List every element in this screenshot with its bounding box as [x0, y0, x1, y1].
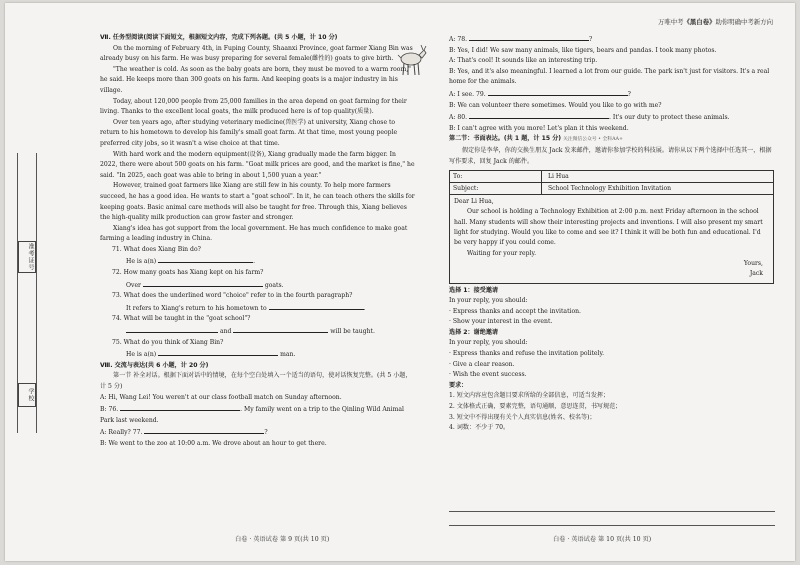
section7-title: Ⅶ. 任务型阅读(阅读下面短文，根据短文内容，完成下列各题。(共 5 小题，计 10 分)	[100, 34, 338, 41]
binding-name-label: 准考证号	[18, 241, 36, 273]
email-sign-yours: Yours,	[743, 259, 763, 267]
answer-line-72: Over goats.	[100, 279, 415, 292]
choice2-intro: In your reply, you should:	[449, 339, 528, 347]
dialogue-line: B: Yes, and it's also meaningful. I learned a lot from our guide. The park isn't just for visitors. It's a real home for the animals.	[449, 67, 770, 86]
question-72: 72. How many goats has Xiang kept on his farm?	[112, 269, 264, 277]
part1-instructions: 第一节 补全对话。根据下面对话中的情境，在每个空白处填入一个适当的语句，使对话恢复完整。(共 5 小题，计 5 分)	[100, 372, 412, 390]
choice1-point: · Show your interest in the event.	[449, 318, 553, 326]
exam-sheet	[5, 3, 795, 561]
page-footer-right: 白卷 · 英语试卷 第 10 页(共 10 页)	[553, 536, 652, 543]
section8-title: Ⅷ. 交流与表达(共 6 小题，计 20 分)	[100, 361, 209, 369]
binding-school-label: 学校	[18, 383, 36, 407]
email-sign-name: Jack	[749, 270, 763, 278]
email-to-row: To: Li Hua	[450, 171, 773, 183]
answer-line-74: and will be taught.	[100, 325, 415, 338]
answer-blank-72[interactable]	[143, 279, 263, 287]
passage-paragraph: Today, about 120,000 people from 25,000 families in the area depend on goat farming for their living. Thanks to the excellent local goats, the milk produced here is of top quality(质量).	[100, 97, 407, 116]
dialogue-line-77: A: Really? 77. ?	[100, 426, 415, 439]
answer-blank-79[interactable]	[488, 88, 628, 96]
answer-blank-76[interactable]	[120, 403, 240, 411]
passage-paragraph: Xiang's idea has got support from the local government. He has much confidence to make goat farming a leading industry in China.	[100, 224, 408, 243]
part2-title: 第二节：书面表达。(共 1 题，计 15 分) 关注微信公众号 • 全科AA+	[449, 135, 624, 143]
answer-blank-73[interactable]	[269, 302, 364, 310]
dialogue-line: A: That's cool! It sounds like an interesting trip.	[449, 57, 598, 65]
writing-line[interactable]	[449, 511, 775, 512]
choice2-title: 选择 2：谢绝邀请	[449, 328, 499, 336]
answer-line-71: He is a(n) .	[100, 255, 415, 268]
requirements-title: 要求：	[449, 381, 468, 389]
dialogue-line: B: Yes, I did! We saw many animals, like tigers, bears and pandas. I took many photos.	[449, 46, 717, 54]
dialogue-line-78: A: 78. ?	[449, 33, 774, 46]
passage-paragraph: With hard work and the modern equipment(设备), Xiang gradually made the farm bigger. In 2022, there were about 500 goats on his farm. "Goat milk prices are good, and the market is fine," he said. "In 2025, each goat was able to bring in about 1,500 yuan a year."	[100, 150, 415, 179]
email-subject-row: Subject: School Technology Exhibition Invitation	[450, 183, 773, 195]
email-box	[449, 170, 774, 283]
answer-blank-78[interactable]	[469, 33, 589, 41]
answer-blank-74b[interactable]	[233, 325, 328, 333]
email-text: Our school is holding a Technology Exhibition at 2:00 p.m. next Friday afternoon in the school hall. Many students will show their interesting projects and inventions. I will also present my smart light for studying. Would you like to come and see it? I think it will be both fun and educational. I'd be very happy if you could come.	[454, 208, 763, 247]
answer-line-73: It refers to Xiang's return to his hometown to .	[100, 302, 415, 315]
right-column	[449, 33, 774, 434]
dialogue-line: B: I can't agree with you more! Let's plan it this weekend.	[449, 124, 629, 132]
dialogue-line-80: A: 80. . It's our duty to protect these animals.	[449, 111, 774, 124]
choice1-intro: In your reply, you should:	[449, 297, 528, 305]
requirement-item: 2. 文体格式正确，要素完整，语句通顺，意思连贯，书写规范；	[449, 403, 622, 411]
email-closing: Waiting for your reply.	[467, 249, 537, 257]
choice2-point: · Express thanks and refuse the invitation politely.	[449, 350, 605, 358]
answer-blank-74a[interactable]	[126, 325, 218, 333]
answer-line-75: He is a(n) man.	[100, 348, 415, 361]
answer-blank-80[interactable]	[469, 111, 609, 119]
page-footer-left: 白卷 · 英语试卷 第 9 页(共 10 页)	[235, 536, 330, 543]
dialogue-line-79: A: I see. 79. ?	[449, 88, 774, 101]
choice2-point: · Give a clear reason.	[449, 360, 515, 368]
passage-paragraph: Over ten years ago, after studying veterinary medicine(兽医学) at university, Xiang chose to return to his hometown to develop his family's small goat farm. At that time, most young people preferred city jobs, so it wasn't a wise choice at that time.	[100, 118, 398, 147]
dialogue-line-76: B: 76. . My family went on a trip to the Qinling Wild Animal Park last weekend.	[100, 403, 415, 426]
answer-blank-77[interactable]	[144, 426, 264, 434]
choice2-point: · Wish the event success.	[449, 371, 527, 379]
choice1-point: · Express thanks and accept the invitation.	[449, 307, 581, 315]
answer-blank-75[interactable]	[158, 348, 278, 356]
passage-paragraph: "The weather is cold. As soon as the baby goats are born, they must be moved to a warm room," he said. He keeps more than 300 goats on his farm. And keeping goats is a major industry in his village.	[100, 65, 411, 94]
dialogue-line: B: We went to the zoo at 10:00 a.m. We drove about an hour to get there.	[100, 439, 327, 447]
requirement-item: 3. 短文中不得出现有关个人真实信息(姓名、校名等)；	[449, 413, 596, 421]
passage-paragraph: However, trained goat farmers like Xiang are still few in his county. To help more farmers succeed, he has a good idea. He wants to start a "goat school". In it, he can teach others the skills for keeping goats. Basic animal care methods will also be taught for free. Through this, Xiang believes the high-quality milk production can grow faster and stronger.	[100, 182, 415, 222]
question-74: 74. What will be taught in the "goat school"?	[112, 315, 251, 323]
passage-paragraph: On the morning of February 4th, in Fuping County, Shaanxi Province, goat farmer Xiang Bin was already busy on his farm. He was busy preparing for several female(雌性的) goats to give birth.	[100, 44, 413, 63]
dialogue-line: A: Hi, Wang Lei! You weren't at our class football match on Sunday afternoon.	[100, 393, 342, 401]
page-header: 万唯中考《黑白卷》助你明确中考新方向	[657, 18, 773, 26]
email-greeting: Dear Li Hua,	[454, 198, 494, 206]
requirement-item: 4. 词数：不少于 70。	[449, 424, 510, 432]
writing-line[interactable]	[449, 525, 775, 526]
question-71: 71. What does Xiang Bin do?	[112, 245, 201, 253]
left-column	[100, 33, 415, 450]
question-75: 75. What do you think of Xiang Bin?	[112, 338, 224, 346]
email-body	[450, 195, 773, 282]
answer-blank-71[interactable]	[158, 255, 253, 263]
requirement-item: 1. 短文内容应包含题目要求所给的全部信息，可适当发挥；	[449, 392, 610, 400]
part2-instructions: 假定你是李华，你的交换生朋友 Jack 发来邮件，邀请你参加学校的科技展。请你从以下两个选择中任选其一，根据写作要求，回复 Jack 的邮件。	[449, 146, 772, 165]
dialogue-line: B: We can volunteer there sometimes. Would you like to go with me?	[449, 101, 662, 109]
question-73: 73. What does the underlined word "choice" refer to in the fourth paragraph?	[112, 292, 353, 300]
choice1-title: 选择 1：接受邀请	[449, 286, 499, 294]
